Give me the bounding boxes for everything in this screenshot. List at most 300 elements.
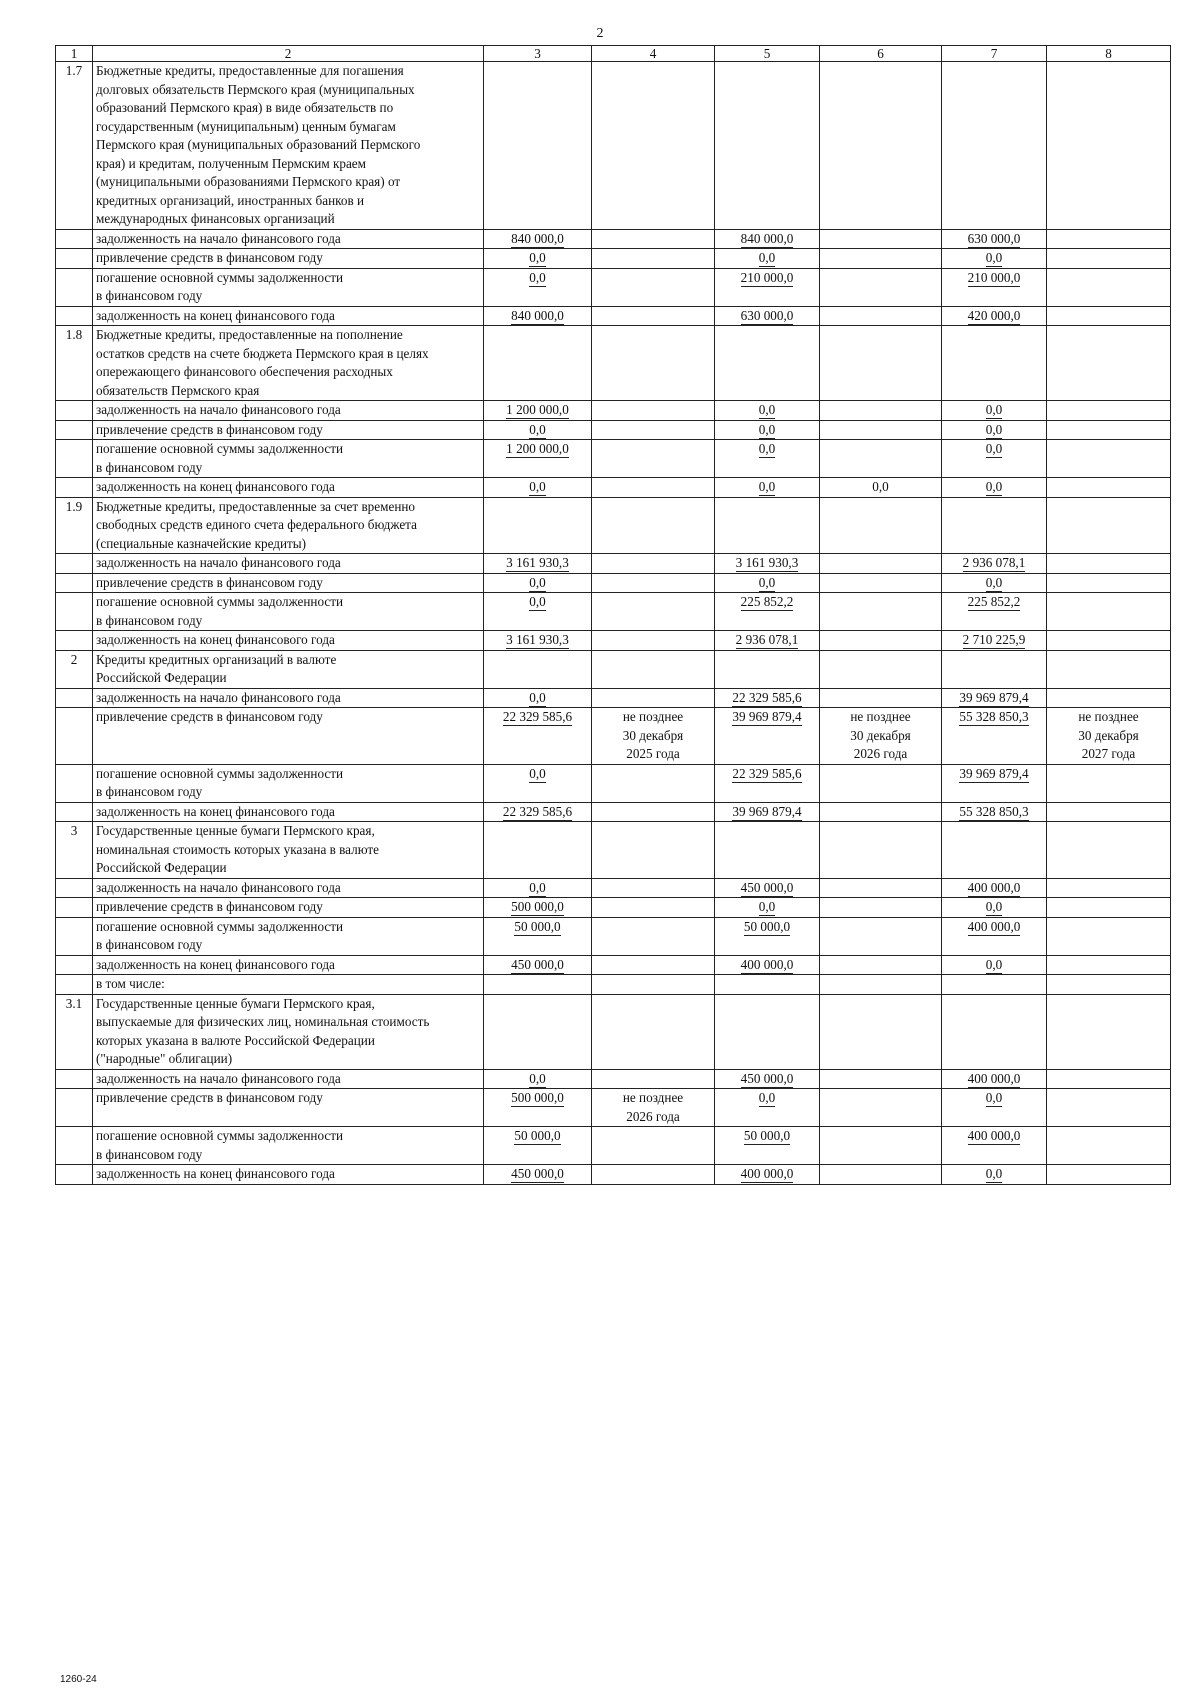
description-cell: привлечение средств в финансовом году — [93, 249, 484, 269]
deadline-cell — [592, 268, 715, 306]
amount-cell — [715, 764, 820, 802]
description-cell: привлечение средств в финансовом году — [93, 898, 484, 918]
deadline-cell — [1047, 650, 1171, 688]
deadline-cell — [1047, 573, 1171, 593]
amount-cell — [715, 62, 820, 230]
amount-cell — [942, 708, 1047, 765]
deadline-cell — [592, 573, 715, 593]
deadline-cell — [820, 1089, 942, 1127]
amount-cell — [484, 62, 592, 230]
amount-value: 450 000,0 — [511, 1166, 564, 1181]
header-cell: 7 — [942, 46, 1047, 62]
amount-cell — [484, 955, 592, 975]
table-row — [56, 326, 1171, 401]
amount-cell — [715, 917, 820, 955]
deadline-cell — [820, 420, 942, 440]
row-number-cell — [56, 631, 93, 651]
deadline-cell — [592, 249, 715, 269]
amount-cell — [715, 688, 820, 708]
amount-value: 50 000,0 — [743, 1128, 791, 1143]
deadline-cell — [820, 898, 942, 918]
deadline-cell — [1047, 955, 1171, 975]
table-row — [56, 1089, 1171, 1127]
amount-cell — [484, 573, 592, 593]
amount-value: 225 852,2 — [967, 594, 1021, 609]
amount-cell — [715, 898, 820, 918]
amount-cell — [942, 1069, 1047, 1089]
row-number-cell — [56, 440, 93, 478]
deadline-cell: не позднее 30 декабря 2025 года — [592, 708, 715, 765]
deadline-cell — [1047, 1165, 1171, 1185]
deadline-cell — [820, 994, 942, 1069]
amount-value: 0,0 — [529, 879, 546, 895]
header-cell: 2 — [93, 46, 484, 62]
amount-value: 0,0 — [985, 899, 1003, 914]
amount-cell — [484, 764, 592, 802]
amount-cell — [942, 975, 1047, 995]
deadline-cell — [820, 688, 942, 708]
row-number-cell: 3.1 — [56, 994, 93, 1069]
row-number-cell — [56, 306, 93, 326]
amount-cell — [942, 420, 1047, 440]
amount-cell — [484, 994, 592, 1069]
table-row — [56, 688, 1171, 708]
deadline-cell — [1047, 764, 1171, 802]
row-number-cell: 2 — [56, 650, 93, 688]
table-row — [56, 1165, 1171, 1185]
table-row — [56, 764, 1171, 802]
amount-cell — [942, 478, 1047, 498]
deadline-cell — [820, 917, 942, 955]
table-row — [56, 650, 1171, 688]
amount-value: 0,0 — [758, 899, 776, 914]
table-row — [56, 440, 1171, 478]
amount-cell — [484, 554, 592, 574]
amount-cell — [942, 994, 1047, 1069]
amount-value: 840 000,0 — [511, 230, 564, 246]
amount-cell — [942, 497, 1047, 554]
amount-value: 0,0 — [758, 402, 776, 417]
description-cell: задолженность на начало финансового года — [93, 1069, 484, 1089]
row-number-cell — [56, 1127, 93, 1165]
deadline-cell — [820, 326, 942, 401]
description-cell: погашение основной суммы задолженности в финансовом году — [93, 268, 484, 306]
deadline-cell — [1047, 497, 1171, 554]
table-row — [56, 62, 1171, 230]
table-row — [56, 1069, 1171, 1089]
amount-cell — [715, 802, 820, 822]
amount-cell — [942, 898, 1047, 918]
amount-value: 400 000,0 — [740, 1166, 794, 1181]
amount-value: 0,0 — [985, 421, 1003, 437]
deadline-cell — [820, 650, 942, 688]
amount-value: 0,0 — [529, 765, 546, 781]
amount-cell — [715, 306, 820, 326]
table-row — [56, 420, 1171, 440]
amount-cell — [715, 878, 820, 898]
amount-value: 55 328 850,3 — [959, 803, 1029, 819]
amount-value: 0,0 — [985, 1166, 1003, 1181]
amount-value: 0,0 — [985, 956, 1003, 972]
amount-value: 2 936 078,1 — [962, 555, 1026, 570]
amount-value: 1 200 000,0 — [506, 402, 569, 417]
deadline-cell — [820, 631, 942, 651]
deadline-cell — [1047, 62, 1171, 230]
deadline-cell — [592, 822, 715, 879]
amount-cell — [942, 631, 1047, 651]
amount-cell — [484, 249, 592, 269]
deadline-cell — [592, 917, 715, 955]
amount-value: 22 329 585,6 — [732, 765, 802, 781]
amount-value: 840 000,0 — [511, 307, 564, 323]
deadline-cell — [820, 1165, 942, 1185]
deadline-cell — [1047, 326, 1171, 401]
amount-value: 0,0 — [985, 402, 1003, 417]
row-number-cell — [56, 420, 93, 440]
amount-value: 0,0 — [529, 421, 546, 437]
amount-value: 0,0 — [758, 250, 776, 265]
deadline-cell — [820, 1127, 942, 1165]
description-cell: задолженность на конец финансового года — [93, 306, 484, 326]
header-cell: 1 — [56, 46, 93, 62]
amount-cell — [484, 1089, 592, 1127]
description-cell: задолженность на начало финансового года — [93, 878, 484, 898]
header-cell: 8 — [1047, 46, 1171, 62]
deadline-cell — [592, 688, 715, 708]
description-cell: погашение основной суммы задолженности в финансовом году — [93, 593, 484, 631]
row-number-cell — [56, 478, 93, 498]
amount-cell — [484, 497, 592, 554]
amount-cell — [484, 975, 592, 995]
table-row — [56, 229, 1171, 249]
amount-value: 3 161 930,3 — [506, 632, 569, 647]
amount-cell — [942, 1127, 1047, 1165]
deadline-cell — [592, 593, 715, 631]
deadline-cell — [1047, 268, 1171, 306]
amount-value: 400 000,0 — [967, 918, 1021, 934]
row-number-cell — [56, 1069, 93, 1089]
deadline-cell — [820, 593, 942, 631]
page-number: 2 — [596, 26, 604, 41]
amount-value: 0,0 — [758, 441, 776, 456]
amount-cell — [484, 688, 592, 708]
header-cell: 3 — [484, 46, 592, 62]
table-row — [56, 573, 1171, 593]
amount-value: 0,0 — [529, 250, 546, 265]
amount-value: 0,0 — [529, 269, 546, 285]
amount-value: 225 852,2 — [740, 594, 794, 609]
description-cell: погашение основной суммы задолженности в финансовом году — [93, 440, 484, 478]
amount-value: 39 969 879,4 — [959, 765, 1029, 781]
row-number-cell — [56, 955, 93, 975]
amount-value: 0,0 — [529, 479, 546, 494]
description-cell: погашение основной суммы задолженности в финансовом году — [93, 917, 484, 955]
deadline-cell — [592, 898, 715, 918]
deadline-cell — [1047, 917, 1171, 955]
deadline-cell — [592, 1069, 715, 1089]
deadline-cell — [1047, 554, 1171, 574]
table-row — [56, 478, 1171, 498]
description-cell: задолженность на конец финансового года — [93, 631, 484, 651]
deadline-cell — [1047, 898, 1171, 918]
amount-value: 400 000,0 — [967, 1128, 1021, 1143]
description-cell: задолженность на начало финансового года — [93, 688, 484, 708]
amount-value: 55 328 850,3 — [959, 709, 1029, 724]
amount-cell — [942, 688, 1047, 708]
table-row — [56, 955, 1171, 975]
amount-value: 39 969 879,4 — [732, 709, 802, 724]
amount-value: 50 000,0 — [514, 1128, 561, 1143]
description-cell: привлечение средств в финансовом году — [93, 420, 484, 440]
amount-cell — [942, 802, 1047, 822]
amount-value: 0,0 — [529, 594, 546, 609]
amount-value: 50 000,0 — [514, 918, 561, 934]
deadline-cell — [820, 249, 942, 269]
description-cell: задолженность на начало финансового года — [93, 229, 484, 249]
deadline-cell — [592, 497, 715, 554]
amount-value: 39 969 879,4 — [959, 689, 1029, 705]
amount-cell — [942, 573, 1047, 593]
row-number-cell — [56, 573, 93, 593]
amount-value: 22 329 585,6 — [732, 689, 802, 705]
amount-value: 500 000,0 — [511, 1090, 564, 1105]
table-row — [56, 401, 1171, 421]
amount-value: 2 936 078,1 — [735, 632, 799, 647]
deadline-cell — [592, 554, 715, 574]
row-number-cell — [56, 229, 93, 249]
table-row — [56, 268, 1171, 306]
table-row — [56, 822, 1171, 879]
deadline-cell — [820, 440, 942, 478]
deadline-cell — [1047, 1069, 1171, 1089]
amount-cell — [715, 1069, 820, 1089]
amount-cell — [942, 1165, 1047, 1185]
amount-cell — [484, 440, 592, 478]
deadline-cell — [1047, 420, 1171, 440]
deadline-cell — [1047, 802, 1171, 822]
amount-value: 630 000,0 — [740, 307, 794, 323]
amount-cell — [942, 229, 1047, 249]
table-row — [56, 975, 1171, 995]
deadline-cell — [1047, 229, 1171, 249]
deadline-cell — [820, 497, 942, 554]
row-number-cell — [56, 878, 93, 898]
header-cell: 5 — [715, 46, 820, 62]
deadline-cell — [592, 62, 715, 230]
amount-value: 840 000,0 — [740, 230, 794, 246]
deadline-cell — [1047, 401, 1171, 421]
document-code: 1260-24 — [60, 1674, 97, 1685]
deadline-cell — [1047, 975, 1171, 995]
deadline-cell — [820, 62, 942, 230]
table-row — [56, 708, 1171, 765]
amount-value: 450 000,0 — [740, 879, 794, 895]
amount-cell — [715, 268, 820, 306]
amount-cell — [715, 1127, 820, 1165]
deadline-cell — [1047, 306, 1171, 326]
description-cell: Кредиты кредитных организаций в валюте Российской Федерации — [93, 650, 484, 688]
amount-cell — [484, 1165, 592, 1185]
amount-cell — [715, 631, 820, 651]
amount-cell — [715, 1089, 820, 1127]
amount-value: 0,0 — [985, 441, 1003, 456]
row-number-cell — [56, 1165, 93, 1185]
amount-cell — [715, 593, 820, 631]
deadline-cell — [592, 955, 715, 975]
amount-cell — [715, 401, 820, 421]
table-row — [56, 593, 1171, 631]
deadline-cell — [1047, 994, 1171, 1069]
amount-cell — [484, 1069, 592, 1089]
amount-value: 3 161 930,3 — [735, 555, 799, 570]
amount-cell — [484, 420, 592, 440]
amount-cell — [484, 268, 592, 306]
amount-cell — [484, 1127, 592, 1165]
description-cell: задолженность на конец финансового года — [93, 1165, 484, 1185]
amount-cell — [484, 631, 592, 651]
table-row — [56, 249, 1171, 269]
description-cell: задолженность на начало финансового года — [93, 554, 484, 574]
table-row — [56, 1127, 1171, 1165]
row-number-cell: 1.8 — [56, 326, 93, 401]
amount-value: 2 710 225,9 — [962, 632, 1026, 647]
amount-value: 210 000,0 — [740, 269, 794, 285]
amount-cell — [715, 708, 820, 765]
amount-value: 210 000,0 — [967, 269, 1021, 285]
amount-value: 450 000,0 — [740, 1070, 794, 1086]
amount-value: 400 000,0 — [740, 956, 794, 972]
deadline-cell: не позднее 30 декабря 2027 года — [1047, 708, 1171, 765]
table-body — [56, 46, 1171, 1185]
amount-cell — [715, 975, 820, 995]
amount-value: 22 329 585,6 — [502, 803, 573, 819]
deadline-cell — [820, 229, 942, 249]
amount-cell — [715, 478, 820, 498]
amount-value: 400 000,0 — [967, 1070, 1021, 1086]
amount-value: 22 329 585,6 — [502, 709, 573, 724]
row-number-cell — [56, 898, 93, 918]
deadline-cell — [1047, 688, 1171, 708]
table-row — [56, 878, 1171, 898]
row-number-cell: 1.7 — [56, 62, 93, 230]
amount-value: 0,0 — [985, 479, 1003, 494]
amount-cell — [715, 420, 820, 440]
amount-value: 0,0 — [758, 1090, 776, 1105]
deadline-cell — [592, 420, 715, 440]
row-number-cell — [56, 802, 93, 822]
amount-cell — [942, 822, 1047, 879]
description-cell: Бюджетные кредиты, предоставленные для погашения долговых обязательств Пермского края (муниципальных образований Пермского края) в виде обязательств по государственным (муниципальным) ценным бумагам Пермского края (муниципальных образований Пермского края) и кредитам, полученным Пермским краем (муниципальными образованиями Пермского края) от кредитных организаций, иностранных банков и международных финансовых организаций — [93, 62, 484, 230]
amount-cell — [942, 401, 1047, 421]
amount-cell — [942, 764, 1047, 802]
description-cell: задолженность на конец финансового года — [93, 955, 484, 975]
deadline-cell — [592, 802, 715, 822]
amount-cell — [484, 917, 592, 955]
deadline-cell — [820, 878, 942, 898]
amount-cell — [942, 268, 1047, 306]
amount-cell — [942, 955, 1047, 975]
deadline-cell — [820, 802, 942, 822]
deadline-cell: 0,0 — [820, 478, 942, 498]
deadline-cell — [592, 478, 715, 498]
table-row — [56, 994, 1171, 1069]
amount-cell — [484, 708, 592, 765]
description-cell: задолженность на начало финансового года — [93, 401, 484, 421]
deadline-cell — [1047, 1089, 1171, 1127]
deadline-cell — [820, 573, 942, 593]
description-cell: задолженность на конец финансового года — [93, 478, 484, 498]
amount-value: 0,0 — [985, 574, 1003, 590]
amount-cell — [715, 955, 820, 975]
deadline-cell — [1047, 878, 1171, 898]
amount-value: 630 000,0 — [967, 230, 1021, 246]
amount-cell — [715, 497, 820, 554]
deadline-cell: не позднее 30 декабря 2026 года — [820, 708, 942, 765]
amount-value: 400 000,0 — [967, 879, 1021, 895]
debt-table — [55, 45, 1171, 1185]
amount-cell — [942, 593, 1047, 631]
amount-value: 0,0 — [529, 574, 546, 590]
amount-cell — [942, 326, 1047, 401]
amount-cell — [942, 650, 1047, 688]
row-number-cell — [56, 1089, 93, 1127]
description-cell: задолженность на конец финансового года — [93, 802, 484, 822]
amount-cell — [942, 1089, 1047, 1127]
header-cell: 4 — [592, 46, 715, 62]
amount-value: 0,0 — [985, 1090, 1003, 1105]
deadline-cell — [592, 326, 715, 401]
amount-cell — [942, 306, 1047, 326]
deadline-cell — [820, 955, 942, 975]
table-row — [56, 554, 1171, 574]
description-cell: привлечение средств в финансовом году — [93, 1089, 484, 1127]
row-number-cell — [56, 917, 93, 955]
deadline-cell — [820, 764, 942, 802]
header-row — [56, 46, 1171, 62]
amount-value: 0,0 — [758, 479, 776, 494]
description-cell: привлечение средств в финансовом году — [93, 708, 484, 765]
row-number-cell: 3 — [56, 822, 93, 879]
amount-value: 0,0 — [529, 1070, 546, 1086]
amount-value: 0,0 — [758, 421, 776, 437]
row-number-cell — [56, 268, 93, 306]
amount-cell — [715, 440, 820, 478]
description-cell: Бюджетные кредиты, предоставленные на пополнение остатков средств на счете бюджета Пермского края в целях опережающего финансового обеспечения расходных обязательств Пермского края — [93, 326, 484, 401]
amount-value: 39 969 879,4 — [732, 803, 802, 819]
amount-value: 1 200 000,0 — [506, 441, 569, 456]
deadline-cell — [1047, 249, 1171, 269]
deadline-cell — [1047, 478, 1171, 498]
table-row — [56, 917, 1171, 955]
amount-cell — [484, 650, 592, 688]
deadline-cell — [592, 994, 715, 1069]
description-cell: Государственные ценные бумаги Пермского края, выпускаемые для физических лиц, номинальная стоимость которых указана в валюте Российской Федерации ("народные" облигации) — [93, 994, 484, 1069]
amount-value: 500 000,0 — [511, 899, 564, 914]
deadline-cell — [820, 822, 942, 879]
description-cell: в том числе: — [93, 975, 484, 995]
deadline-cell — [820, 1069, 942, 1089]
deadline-cell — [592, 631, 715, 651]
table-row — [56, 802, 1171, 822]
amount-value: 0,0 — [985, 250, 1003, 265]
deadline-cell — [820, 306, 942, 326]
row-number-cell — [56, 401, 93, 421]
amount-cell — [484, 822, 592, 879]
deadline-cell — [592, 878, 715, 898]
deadline-cell — [820, 554, 942, 574]
amount-value: 3 161 930,3 — [506, 555, 569, 570]
amount-value: 0,0 — [529, 689, 546, 705]
